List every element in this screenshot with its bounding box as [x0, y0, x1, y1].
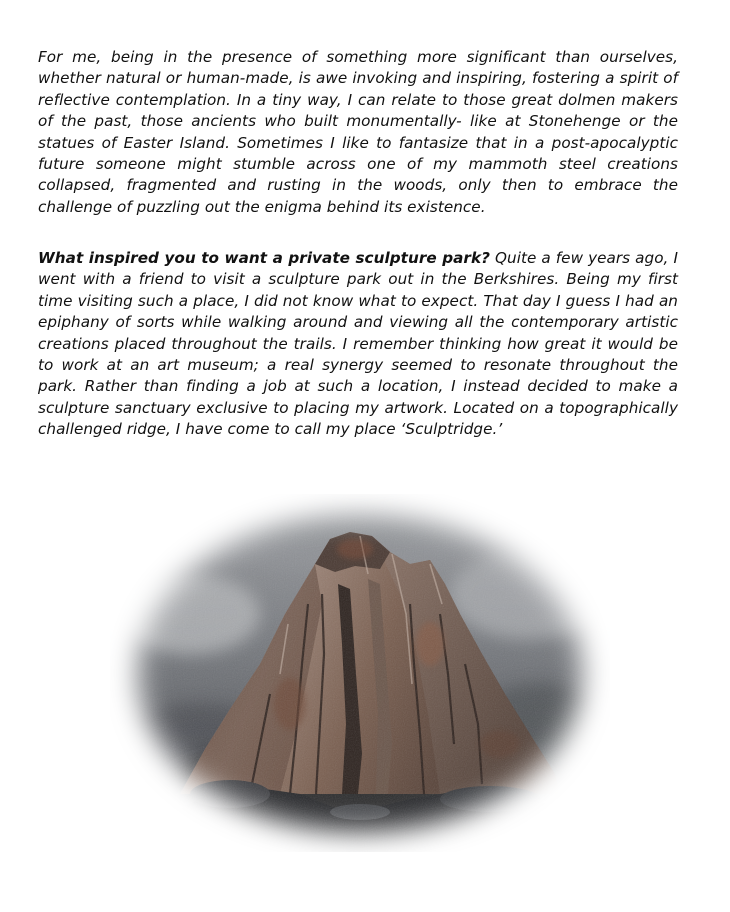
body-paragraph — [38, 47, 678, 218]
sculpture-photo — [110, 494, 610, 852]
interview-question: What inspired you to want a private sculpture park? — [38, 249, 490, 267]
interview-answer: Quite a few years ago, I went with a friend to visit a sculpture park out in the Berkshires. Being my first time visiting such a place, I did not know what to expect. That day I guess I had an epiphany of sorts while walking around and viewing all the contemporary artistic creations placed throughout the trails. I remember thinking how great it would be to work at an art museum; a real synergy seemed to resonate throughout the park. Rather than finding a job at such a location, I instead decided to make a sculpture sanctuary exclusive to placing my artwork. Located on a topographically challenged ridge, I have come to call my place ‘Sculptridge.’ — [38, 249, 678, 439]
paragraph-text: For me, being in the presence of something more significant than ourselves, whether natural or human-made, is awe invoking and inspiring, fostering a spirit of reflective contemplation. In a tiny way, I can relate to those great dolmen makers of the past, those ancients who built monumentally- like at Stonehenge or the statues of Easter Island. Sometimes I like to fantasize that in a post-apocalyptic future someone might stumble across one of my mammoth steel creations collapsed, fragmented and rusting in the woods, only then to embrace the challenge of puzzling out the enigma behind its existence. — [38, 48, 678, 216]
qa-paragraph — [38, 248, 678, 441]
